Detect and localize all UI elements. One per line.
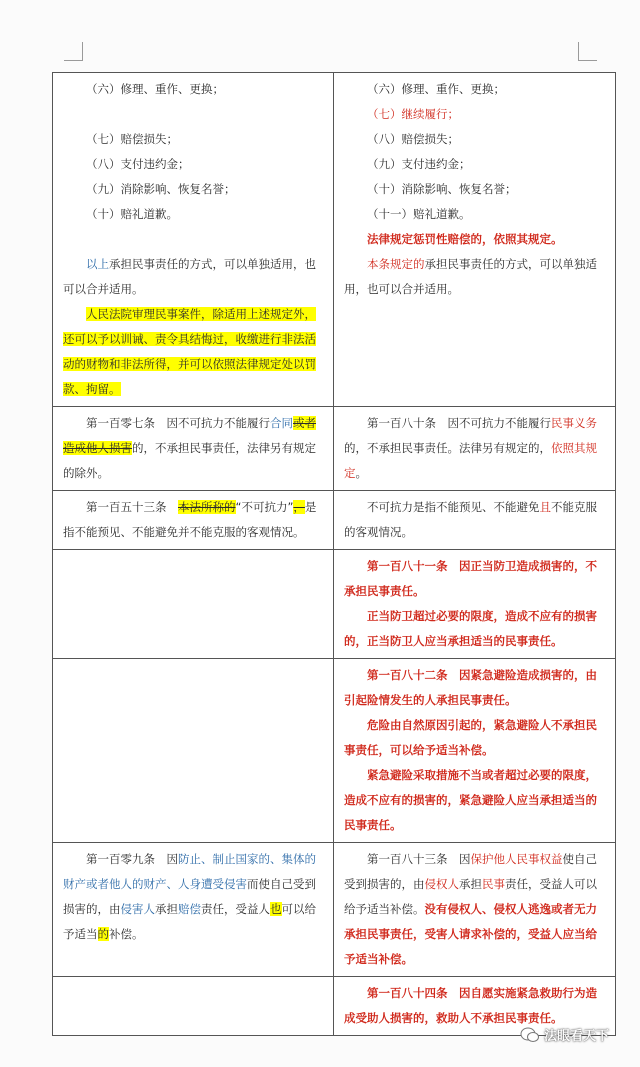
- list-item: （十）消除影响、恢复名誉；: [367, 182, 517, 196]
- old-law-cell-empty: [53, 659, 334, 843]
- paragraph: 第一百八十二条 因紧急避险造成损害的，由引起险情发生的人承担民事责任。: [344, 668, 597, 707]
- table-row: [53, 550, 616, 659]
- old-law-cell-empty: [53, 550, 334, 659]
- paragraph: 人民法院审理民事案件，除适用上述规定外，还可以予以训诫、责令具结悔过，收缴进行非法活动的财物和非法所得，并可以依照法律规定处以罚款、拘留。: [63, 307, 316, 396]
- paragraph: 第一百八十一条 因正当防卫造成损害的，不承担民事责任。: [344, 559, 597, 598]
- list-item: （九）支付违约金；: [367, 157, 471, 171]
- paragraph: 第一百八十四条 因自愿实施紧急救助行为造成受助人损害的，救助人不承担民事责任。: [344, 986, 597, 1025]
- watermark-logo: [520, 1023, 640, 1047]
- new-law-cell: [334, 659, 616, 843]
- paragraph: 第一百八十条 因不可抗力不能履行民事义务的，不承担民事责任。法律另有规定的，依照其规定。: [344, 416, 597, 480]
- paragraph: 紧急避险采取措施不当或者超过必要的限度，造成不应有的损害的，紧急避险人应当承担适当的民事责任。: [344, 768, 597, 832]
- list-item: （七）继续履行；: [367, 107, 459, 121]
- paragraph: 第一百八十三条 因保护他人民事权益使自己受到损害的，由侵权人承担民事责任，受益人可以给予适当补偿。没有侵权人、侵权人逃逸或者无力承担民事责任，受害人请求补偿的，受益人应当给予适当补偿。: [344, 852, 597, 966]
- old-law-cell: [53, 73, 334, 407]
- paragraph: 第一百五十三条 本法所称的“不可抗力”，是指不能预见、不能避免并不能克服的客观情况。: [63, 500, 317, 539]
- table-row: [53, 491, 616, 550]
- list-item: （八）赔偿损失；: [367, 132, 459, 146]
- list-item: （七）赔偿损失；: [86, 132, 178, 146]
- paragraph: 第一百零七条 因不可抗力不能履行合同或者造成他人损害的，不承担民事责任，法律另有规定的除外。: [63, 416, 316, 480]
- new-law-cell: [334, 73, 616, 407]
- table-row: [53, 73, 616, 407]
- list-item: （九）消除影响、恢复名誉；: [86, 182, 236, 196]
- paragraph: 正当防卫超过必要的限度，造成不应有的损害的，正当防卫人应当承担适当的民事责任。: [344, 609, 597, 648]
- old-law-cell-empty: [53, 977, 334, 1036]
- list-item: （六）修理、重作、更换；: [86, 82, 224, 96]
- list-item: （十一）赔礼道歉。: [367, 207, 471, 221]
- comparison-table: [52, 72, 616, 1036]
- watermark-text: 法眼看天下: [544, 1029, 610, 1044]
- table-row: [53, 659, 616, 843]
- table-row: [53, 407, 616, 491]
- paragraph: 危险由自然原因引起的，紧急避险人不承担民事责任，可以给予适当补偿。: [344, 718, 597, 757]
- list-item: （六）修理、重作、更换；: [367, 82, 505, 96]
- crop-mark-top-right: [578, 42, 597, 61]
- old-law-cell: [53, 491, 334, 550]
- list-item: （八）支付违约金；: [86, 157, 190, 171]
- table-row: [53, 843, 616, 977]
- new-law-cell: [334, 550, 616, 659]
- old-law-cell: [53, 843, 334, 977]
- new-law-cell: [334, 407, 616, 491]
- paragraph: 本条规定的承担民事责任的方式，可以单独适用，也可以合并适用。: [344, 257, 597, 296]
- crop-mark-top-left: [64, 42, 83, 61]
- paragraph: 第一百零九条 因防止、制止国家的、集体的财产或者他人的财产、人身遭受侵害而使自己受到损害的，由侵害人承担赔偿责任，受益人也可以给予适当的补偿。: [63, 852, 316, 941]
- list-item: （十）赔礼道歉。: [86, 207, 178, 221]
- paragraph: 不可抗力是指不能预见、不能避免且不能克服的客观情况。: [344, 500, 597, 539]
- paragraph: 法律规定惩罚性赔偿的，依照其规定。: [367, 232, 563, 246]
- chat-bubble-icon: [520, 1025, 540, 1045]
- new-law-cell: [334, 491, 616, 550]
- old-law-cell: [53, 407, 334, 491]
- new-law-cell: [334, 843, 616, 977]
- paragraph: 以上承担民事责任的方式，可以单独适用，也可以合并适用。: [63, 257, 316, 296]
